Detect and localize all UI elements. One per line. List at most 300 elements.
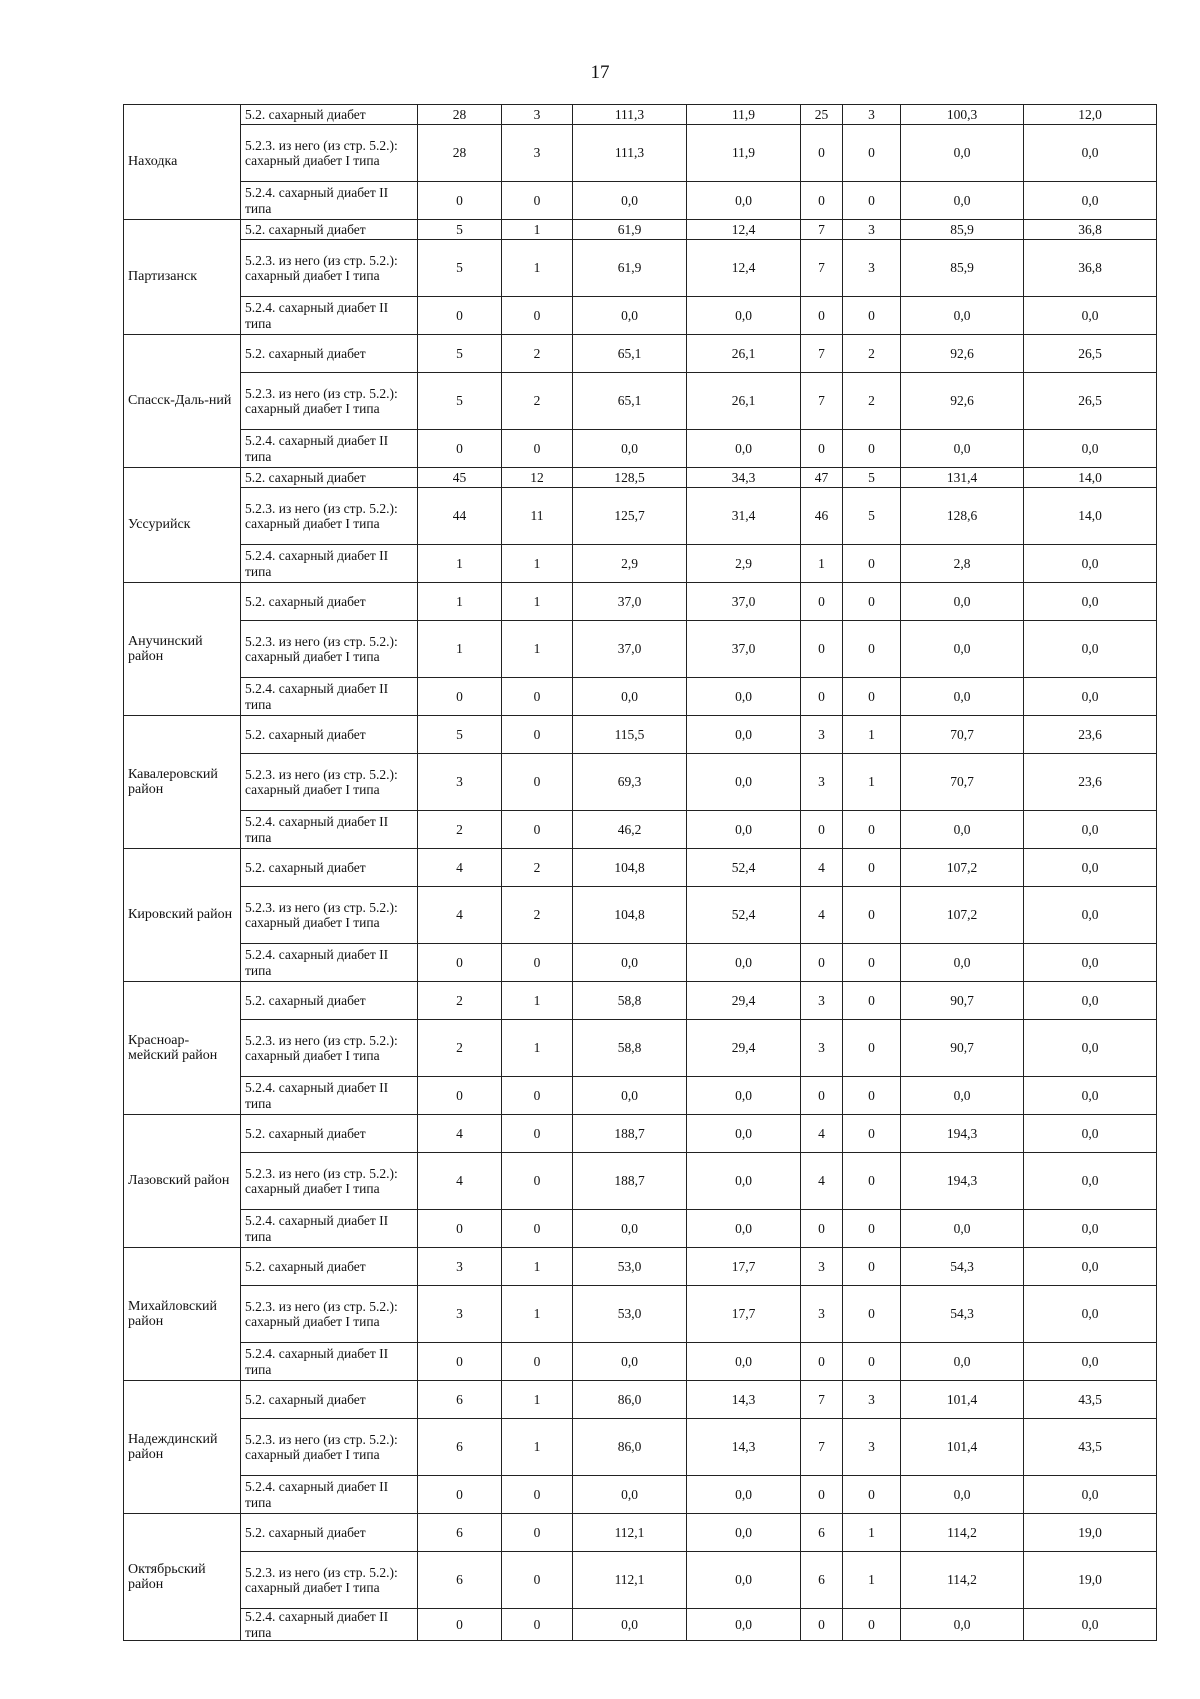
value-cell: 0,0	[687, 430, 801, 468]
value-cell: 0	[801, 811, 843, 849]
value-cell: 0	[843, 849, 901, 887]
indicator-label: 5.2. сахарный диабет	[241, 982, 418, 1020]
value-cell: 17,7	[687, 1286, 801, 1343]
value-cell: 4	[418, 1115, 502, 1153]
value-cell: 0	[418, 1343, 502, 1381]
indicator-label: 5.2. сахарный диабет	[241, 105, 418, 125]
value-cell: 131,4	[901, 468, 1024, 488]
region-name: Кировский район	[124, 849, 241, 982]
value-cell: 194,3	[901, 1153, 1024, 1210]
value-cell: 0	[801, 678, 843, 716]
indicator-label: 5.2. сахарный диабет	[241, 849, 418, 887]
value-cell: 0,0	[1024, 1248, 1157, 1286]
value-cell: 0	[843, 1077, 901, 1115]
value-cell: 0	[502, 1210, 573, 1248]
value-cell: 2	[502, 849, 573, 887]
value-cell: 3	[801, 1248, 843, 1286]
value-cell: 3	[843, 240, 901, 297]
value-cell: 26,5	[1024, 373, 1157, 430]
value-cell: 69,3	[573, 754, 687, 811]
value-cell: 4	[418, 849, 502, 887]
value-cell: 0,0	[1024, 125, 1157, 182]
value-cell: 0,0	[1024, 430, 1157, 468]
value-cell: 52,4	[687, 849, 801, 887]
indicator-label: 5.2.4. сахарный диабет II типа	[241, 1210, 418, 1248]
value-cell: 0	[418, 430, 502, 468]
value-cell: 44	[418, 488, 502, 545]
value-cell: 0,0	[687, 1153, 801, 1210]
value-cell: 0,0	[901, 1476, 1024, 1514]
value-cell: 0	[801, 1077, 843, 1115]
region-name: Анучинский район	[124, 583, 241, 716]
region-name: Михайловский район	[124, 1248, 241, 1381]
value-cell: 0,0	[1024, 545, 1157, 583]
value-cell: 0	[502, 754, 573, 811]
value-cell: 0,0	[901, 811, 1024, 849]
value-cell: 1	[502, 1286, 573, 1343]
value-cell: 0,0	[687, 182, 801, 220]
table-row	[124, 849, 1157, 887]
value-cell: 29,4	[687, 1020, 801, 1077]
value-cell: 70,7	[901, 716, 1024, 754]
value-cell: 7	[801, 220, 843, 240]
value-cell: 2	[502, 373, 573, 430]
indicator-label: 5.2.4. сахарный диабет II типа	[241, 545, 418, 583]
value-cell: 37,0	[573, 583, 687, 621]
value-cell: 0,0	[1024, 1020, 1157, 1077]
table-row	[124, 1115, 1157, 1153]
value-cell: 61,9	[573, 220, 687, 240]
value-cell: 5	[418, 335, 502, 373]
value-cell: 7	[801, 1381, 843, 1419]
value-cell: 61,9	[573, 240, 687, 297]
value-cell: 34,3	[687, 468, 801, 488]
value-cell: 112,1	[573, 1514, 687, 1552]
value-cell: 7	[801, 373, 843, 430]
value-cell: 128,6	[901, 488, 1024, 545]
value-cell: 0	[801, 125, 843, 182]
value-cell: 4	[801, 887, 843, 944]
value-cell: 0,0	[687, 1609, 801, 1641]
value-cell: 0,0	[1024, 982, 1157, 1020]
value-cell: 0,0	[901, 944, 1024, 982]
value-cell: 0,0	[901, 678, 1024, 716]
indicator-label: 5.2. сахарный диабет	[241, 468, 418, 488]
value-cell: 53,0	[573, 1286, 687, 1343]
value-cell: 1	[502, 982, 573, 1020]
value-cell: 188,7	[573, 1115, 687, 1153]
value-cell: 3	[418, 754, 502, 811]
value-cell: 31,4	[687, 488, 801, 545]
indicator-label: 5.2.3. из него (из стр. 5.2.): сахарный диабет I типа	[241, 887, 418, 944]
region-name: Надеждинский район	[124, 1381, 241, 1514]
value-cell: 1	[843, 754, 901, 811]
value-cell: 0,0	[1024, 1343, 1157, 1381]
value-cell: 0,0	[687, 811, 801, 849]
value-cell: 115,5	[573, 716, 687, 754]
value-cell: 90,7	[901, 1020, 1024, 1077]
value-cell: 4	[801, 1153, 843, 1210]
indicator-label: 5.2.3. из него (из стр. 5.2.): сахарный диабет I типа	[241, 621, 418, 678]
value-cell: 54,3	[901, 1248, 1024, 1286]
value-cell: 1	[502, 621, 573, 678]
value-cell: 58,8	[573, 1020, 687, 1077]
value-cell: 0,0	[687, 1514, 801, 1552]
value-cell: 2	[502, 335, 573, 373]
region-name: Лазовский район	[124, 1115, 241, 1248]
value-cell: 36,8	[1024, 240, 1157, 297]
region-name: Партизанск	[124, 220, 241, 335]
value-cell: 114,2	[901, 1514, 1024, 1552]
indicator-label: 5.2.3. из него (из стр. 5.2.): сахарный диабет I типа	[241, 373, 418, 430]
value-cell: 1	[502, 1020, 573, 1077]
value-cell: 0	[801, 944, 843, 982]
value-cell: 5	[418, 373, 502, 430]
indicator-label: 5.2.3. из него (из стр. 5.2.): сахарный диабет I типа	[241, 125, 418, 182]
table-row	[124, 811, 1157, 849]
value-cell: 92,6	[901, 373, 1024, 430]
value-cell: 0,0	[573, 297, 687, 335]
value-cell: 85,9	[901, 240, 1024, 297]
value-cell: 0	[418, 1476, 502, 1514]
value-cell: 0	[502, 1343, 573, 1381]
value-cell: 26,1	[687, 335, 801, 373]
table-row	[124, 1286, 1157, 1343]
indicator-label: 5.2. сахарный диабет	[241, 1514, 418, 1552]
value-cell: 0	[801, 583, 843, 621]
value-cell: 5	[418, 716, 502, 754]
value-cell: 0	[502, 944, 573, 982]
value-cell: 86,0	[573, 1381, 687, 1419]
value-cell: 107,2	[901, 849, 1024, 887]
value-cell: 0	[418, 1210, 502, 1248]
table-row	[124, 716, 1157, 754]
value-cell: 11,9	[687, 125, 801, 182]
value-cell: 37,0	[573, 621, 687, 678]
value-cell: 0	[801, 621, 843, 678]
indicator-label: 5.2.4. сахарный диабет II типа	[241, 430, 418, 468]
value-cell: 100,3	[901, 105, 1024, 125]
value-cell: 3	[502, 105, 573, 125]
value-cell: 2	[418, 982, 502, 1020]
table-row	[124, 468, 1157, 488]
value-cell: 0,0	[1024, 678, 1157, 716]
value-cell: 3	[801, 754, 843, 811]
value-cell: 0	[801, 1609, 843, 1641]
value-cell: 3	[502, 125, 573, 182]
value-cell: 0	[843, 545, 901, 583]
value-cell: 0	[843, 297, 901, 335]
value-cell: 114,2	[901, 1552, 1024, 1609]
value-cell: 0,0	[1024, 1286, 1157, 1343]
table-row	[124, 430, 1157, 468]
value-cell: 0	[502, 182, 573, 220]
value-cell: 0	[801, 297, 843, 335]
value-cell: 0,0	[1024, 1115, 1157, 1153]
region-name: Октябрьский район	[124, 1514, 241, 1641]
value-cell: 7	[801, 335, 843, 373]
indicator-label: 5.2.4. сахарный диабет II типа	[241, 1077, 418, 1115]
value-cell: 0	[843, 1343, 901, 1381]
value-cell: 0	[502, 1153, 573, 1210]
value-cell: 104,8	[573, 887, 687, 944]
value-cell: 3	[843, 1419, 901, 1476]
table-row	[124, 1343, 1157, 1381]
value-cell: 19,0	[1024, 1552, 1157, 1609]
value-cell: 0,0	[901, 430, 1024, 468]
value-cell: 23,6	[1024, 754, 1157, 811]
value-cell: 19,0	[1024, 1514, 1157, 1552]
indicator-label: 5.2.3. из него (из стр. 5.2.): сахарный диабет I типа	[241, 1020, 418, 1077]
value-cell: 101,4	[901, 1419, 1024, 1476]
value-cell: 52,4	[687, 887, 801, 944]
table-row	[124, 1020, 1157, 1077]
value-cell: 188,7	[573, 1153, 687, 1210]
value-cell: 0	[843, 1609, 901, 1641]
value-cell: 0,0	[901, 297, 1024, 335]
value-cell: 0,0	[687, 1552, 801, 1609]
value-cell: 0,0	[1024, 811, 1157, 849]
value-cell: 58,8	[573, 982, 687, 1020]
value-cell: 17,7	[687, 1248, 801, 1286]
value-cell: 0,0	[901, 1609, 1024, 1641]
value-cell: 5	[418, 220, 502, 240]
value-cell: 0	[502, 1552, 573, 1609]
value-cell: 23,6	[1024, 716, 1157, 754]
value-cell: 0	[801, 182, 843, 220]
value-cell: 0,0	[573, 182, 687, 220]
indicator-label: 5.2. сахарный диабет	[241, 335, 418, 373]
table-row	[124, 545, 1157, 583]
value-cell: 1	[418, 583, 502, 621]
value-cell: 12	[502, 468, 573, 488]
value-cell: 0,0	[687, 754, 801, 811]
value-cell: 0,0	[573, 1210, 687, 1248]
value-cell: 14,0	[1024, 468, 1157, 488]
value-cell: 0	[801, 1343, 843, 1381]
value-cell: 128,5	[573, 468, 687, 488]
value-cell: 4	[801, 849, 843, 887]
value-cell: 125,7	[573, 488, 687, 545]
value-cell: 47	[801, 468, 843, 488]
value-cell: 1	[502, 1248, 573, 1286]
value-cell: 0	[801, 1476, 843, 1514]
table-row	[124, 1077, 1157, 1115]
value-cell: 0,0	[1024, 1153, 1157, 1210]
value-cell: 0	[843, 1153, 901, 1210]
value-cell: 3	[801, 982, 843, 1020]
value-cell: 3	[843, 1381, 901, 1419]
value-cell: 37,0	[687, 621, 801, 678]
value-cell: 2	[418, 1020, 502, 1077]
value-cell: 1	[502, 1381, 573, 1419]
table-row	[124, 373, 1157, 430]
table-row	[124, 1381, 1157, 1419]
value-cell: 0,0	[1024, 297, 1157, 335]
indicator-label: 5.2.3. из него (из стр. 5.2.): сахарный диабет I типа	[241, 1153, 418, 1210]
value-cell: 0,0	[687, 1210, 801, 1248]
value-cell: 0	[502, 678, 573, 716]
value-cell: 26,1	[687, 373, 801, 430]
value-cell: 0,0	[901, 125, 1024, 182]
value-cell: 0,0	[687, 1115, 801, 1153]
value-cell: 0,0	[573, 1476, 687, 1514]
value-cell: 53,0	[573, 1248, 687, 1286]
value-cell: 1	[418, 621, 502, 678]
indicator-label: 5.2.4. сахарный диабет II типа	[241, 1343, 418, 1381]
value-cell: 0,0	[1024, 182, 1157, 220]
value-cell: 86,0	[573, 1419, 687, 1476]
value-cell: 0	[843, 1115, 901, 1153]
indicator-label: 5.2.3. из него (из стр. 5.2.): сахарный диабет I типа	[241, 1419, 418, 1476]
value-cell: 0,0	[573, 1077, 687, 1115]
value-cell: 3	[843, 220, 901, 240]
value-cell: 0,0	[687, 297, 801, 335]
value-cell: 14,3	[687, 1381, 801, 1419]
region-name: Уссурийск	[124, 468, 241, 583]
value-cell: 3	[801, 1020, 843, 1077]
value-cell: 37,0	[687, 583, 801, 621]
value-cell: 0,0	[573, 1609, 687, 1641]
value-cell: 0	[801, 430, 843, 468]
value-cell: 0	[843, 621, 901, 678]
table-row	[124, 488, 1157, 545]
value-cell: 0,0	[1024, 621, 1157, 678]
value-cell: 7	[801, 240, 843, 297]
value-cell: 0,0	[573, 1343, 687, 1381]
value-cell: 0	[843, 982, 901, 1020]
indicator-label: 5.2.3. из него (из стр. 5.2.): сахарный диабет I типа	[241, 754, 418, 811]
value-cell: 2	[843, 335, 901, 373]
indicator-label: 5.2.3. из него (из стр. 5.2.): сахарный диабет I типа	[241, 1286, 418, 1343]
value-cell: 90,7	[901, 982, 1024, 1020]
value-cell: 12,0	[1024, 105, 1157, 125]
table-row	[124, 887, 1157, 944]
value-cell: 11	[502, 488, 573, 545]
value-cell: 1	[418, 545, 502, 583]
value-cell: 0	[843, 1286, 901, 1343]
table-row	[124, 240, 1157, 297]
value-cell: 85,9	[901, 220, 1024, 240]
value-cell: 6	[418, 1381, 502, 1419]
value-cell: 0	[502, 1115, 573, 1153]
value-cell: 0	[502, 297, 573, 335]
indicator-label: 5.2. сахарный диабет	[241, 583, 418, 621]
value-cell: 1	[843, 716, 901, 754]
table-row	[124, 105, 1157, 125]
table-row	[124, 1248, 1157, 1286]
value-cell: 7	[801, 1419, 843, 1476]
table-row	[124, 1476, 1157, 1514]
value-cell: 3	[801, 716, 843, 754]
indicator-label: 5.2. сахарный диабет	[241, 716, 418, 754]
value-cell: 4	[418, 1153, 502, 1210]
value-cell: 46,2	[573, 811, 687, 849]
table-body	[124, 105, 1157, 1641]
value-cell: 1	[502, 583, 573, 621]
region-name: Спасск-Даль-ний	[124, 335, 241, 468]
table-row	[124, 982, 1157, 1020]
value-cell: 104,8	[573, 849, 687, 887]
value-cell: 0,0	[1024, 583, 1157, 621]
value-cell: 0,0	[573, 430, 687, 468]
value-cell: 1	[801, 545, 843, 583]
indicator-label: 5.2.4. сахарный диабет II типа	[241, 297, 418, 335]
indicator-label: 5.2.4. сахарный диабет II типа	[241, 1609, 418, 1641]
value-cell: 2	[502, 887, 573, 944]
table-row	[124, 182, 1157, 220]
value-cell: 2	[843, 373, 901, 430]
table-row	[124, 1609, 1157, 1641]
region-name: Кавалеровский район	[124, 716, 241, 849]
value-cell: 0	[502, 1077, 573, 1115]
value-cell: 28	[418, 105, 502, 125]
indicator-label: 5.2.3. из него (из стр. 5.2.): сахарный диабет I типа	[241, 240, 418, 297]
value-cell: 0	[418, 182, 502, 220]
value-cell: 0	[843, 430, 901, 468]
table-row	[124, 1552, 1157, 1609]
indicator-label: 5.2. сахарный диабет	[241, 1115, 418, 1153]
value-cell: 6	[801, 1552, 843, 1609]
value-cell: 0,0	[687, 678, 801, 716]
value-cell: 92,6	[901, 335, 1024, 373]
region-name: Красноар-мейский район	[124, 982, 241, 1115]
value-cell: 111,3	[573, 125, 687, 182]
value-cell: 0,0	[573, 944, 687, 982]
value-cell: 1	[502, 220, 573, 240]
value-cell: 6	[418, 1514, 502, 1552]
value-cell: 1	[502, 545, 573, 583]
value-cell: 1	[502, 1419, 573, 1476]
value-cell: 0,0	[687, 716, 801, 754]
value-cell: 12,4	[687, 220, 801, 240]
value-cell: 0,0	[687, 1343, 801, 1381]
value-cell: 0	[418, 1609, 502, 1641]
table-row	[124, 678, 1157, 716]
value-cell: 0,0	[687, 1476, 801, 1514]
value-cell: 0	[843, 583, 901, 621]
value-cell: 45	[418, 468, 502, 488]
region-name: Находка	[124, 105, 241, 220]
value-cell: 0,0	[1024, 1476, 1157, 1514]
indicator-label: 5.2.4. сахарный диабет II типа	[241, 811, 418, 849]
value-cell: 0	[843, 1020, 901, 1077]
value-cell: 1	[502, 240, 573, 297]
value-cell: 0	[843, 944, 901, 982]
value-cell: 0	[418, 1077, 502, 1115]
value-cell: 25	[801, 105, 843, 125]
table-row	[124, 621, 1157, 678]
value-cell: 3	[418, 1286, 502, 1343]
value-cell: 3	[418, 1248, 502, 1286]
value-cell: 0	[502, 811, 573, 849]
value-cell: 0	[843, 1210, 901, 1248]
indicator-label: 5.2. сахарный диабет	[241, 220, 418, 240]
value-cell: 36,8	[1024, 220, 1157, 240]
value-cell: 0	[502, 716, 573, 754]
indicator-label: 5.2.3. из него (из стр. 5.2.): сахарный диабет I типа	[241, 1552, 418, 1609]
value-cell: 0,0	[901, 1077, 1024, 1115]
indicator-label: 5.2.4. сахарный диабет II типа	[241, 944, 418, 982]
value-cell: 0,0	[1024, 1609, 1157, 1641]
table-row	[124, 754, 1157, 811]
table-row	[124, 220, 1157, 240]
value-cell: 0,0	[687, 944, 801, 982]
indicator-label: 5.2.4. сахарный диабет II типа	[241, 182, 418, 220]
page-number: 17	[590, 62, 610, 83]
value-cell: 0	[843, 1476, 901, 1514]
value-cell: 3	[843, 105, 901, 125]
